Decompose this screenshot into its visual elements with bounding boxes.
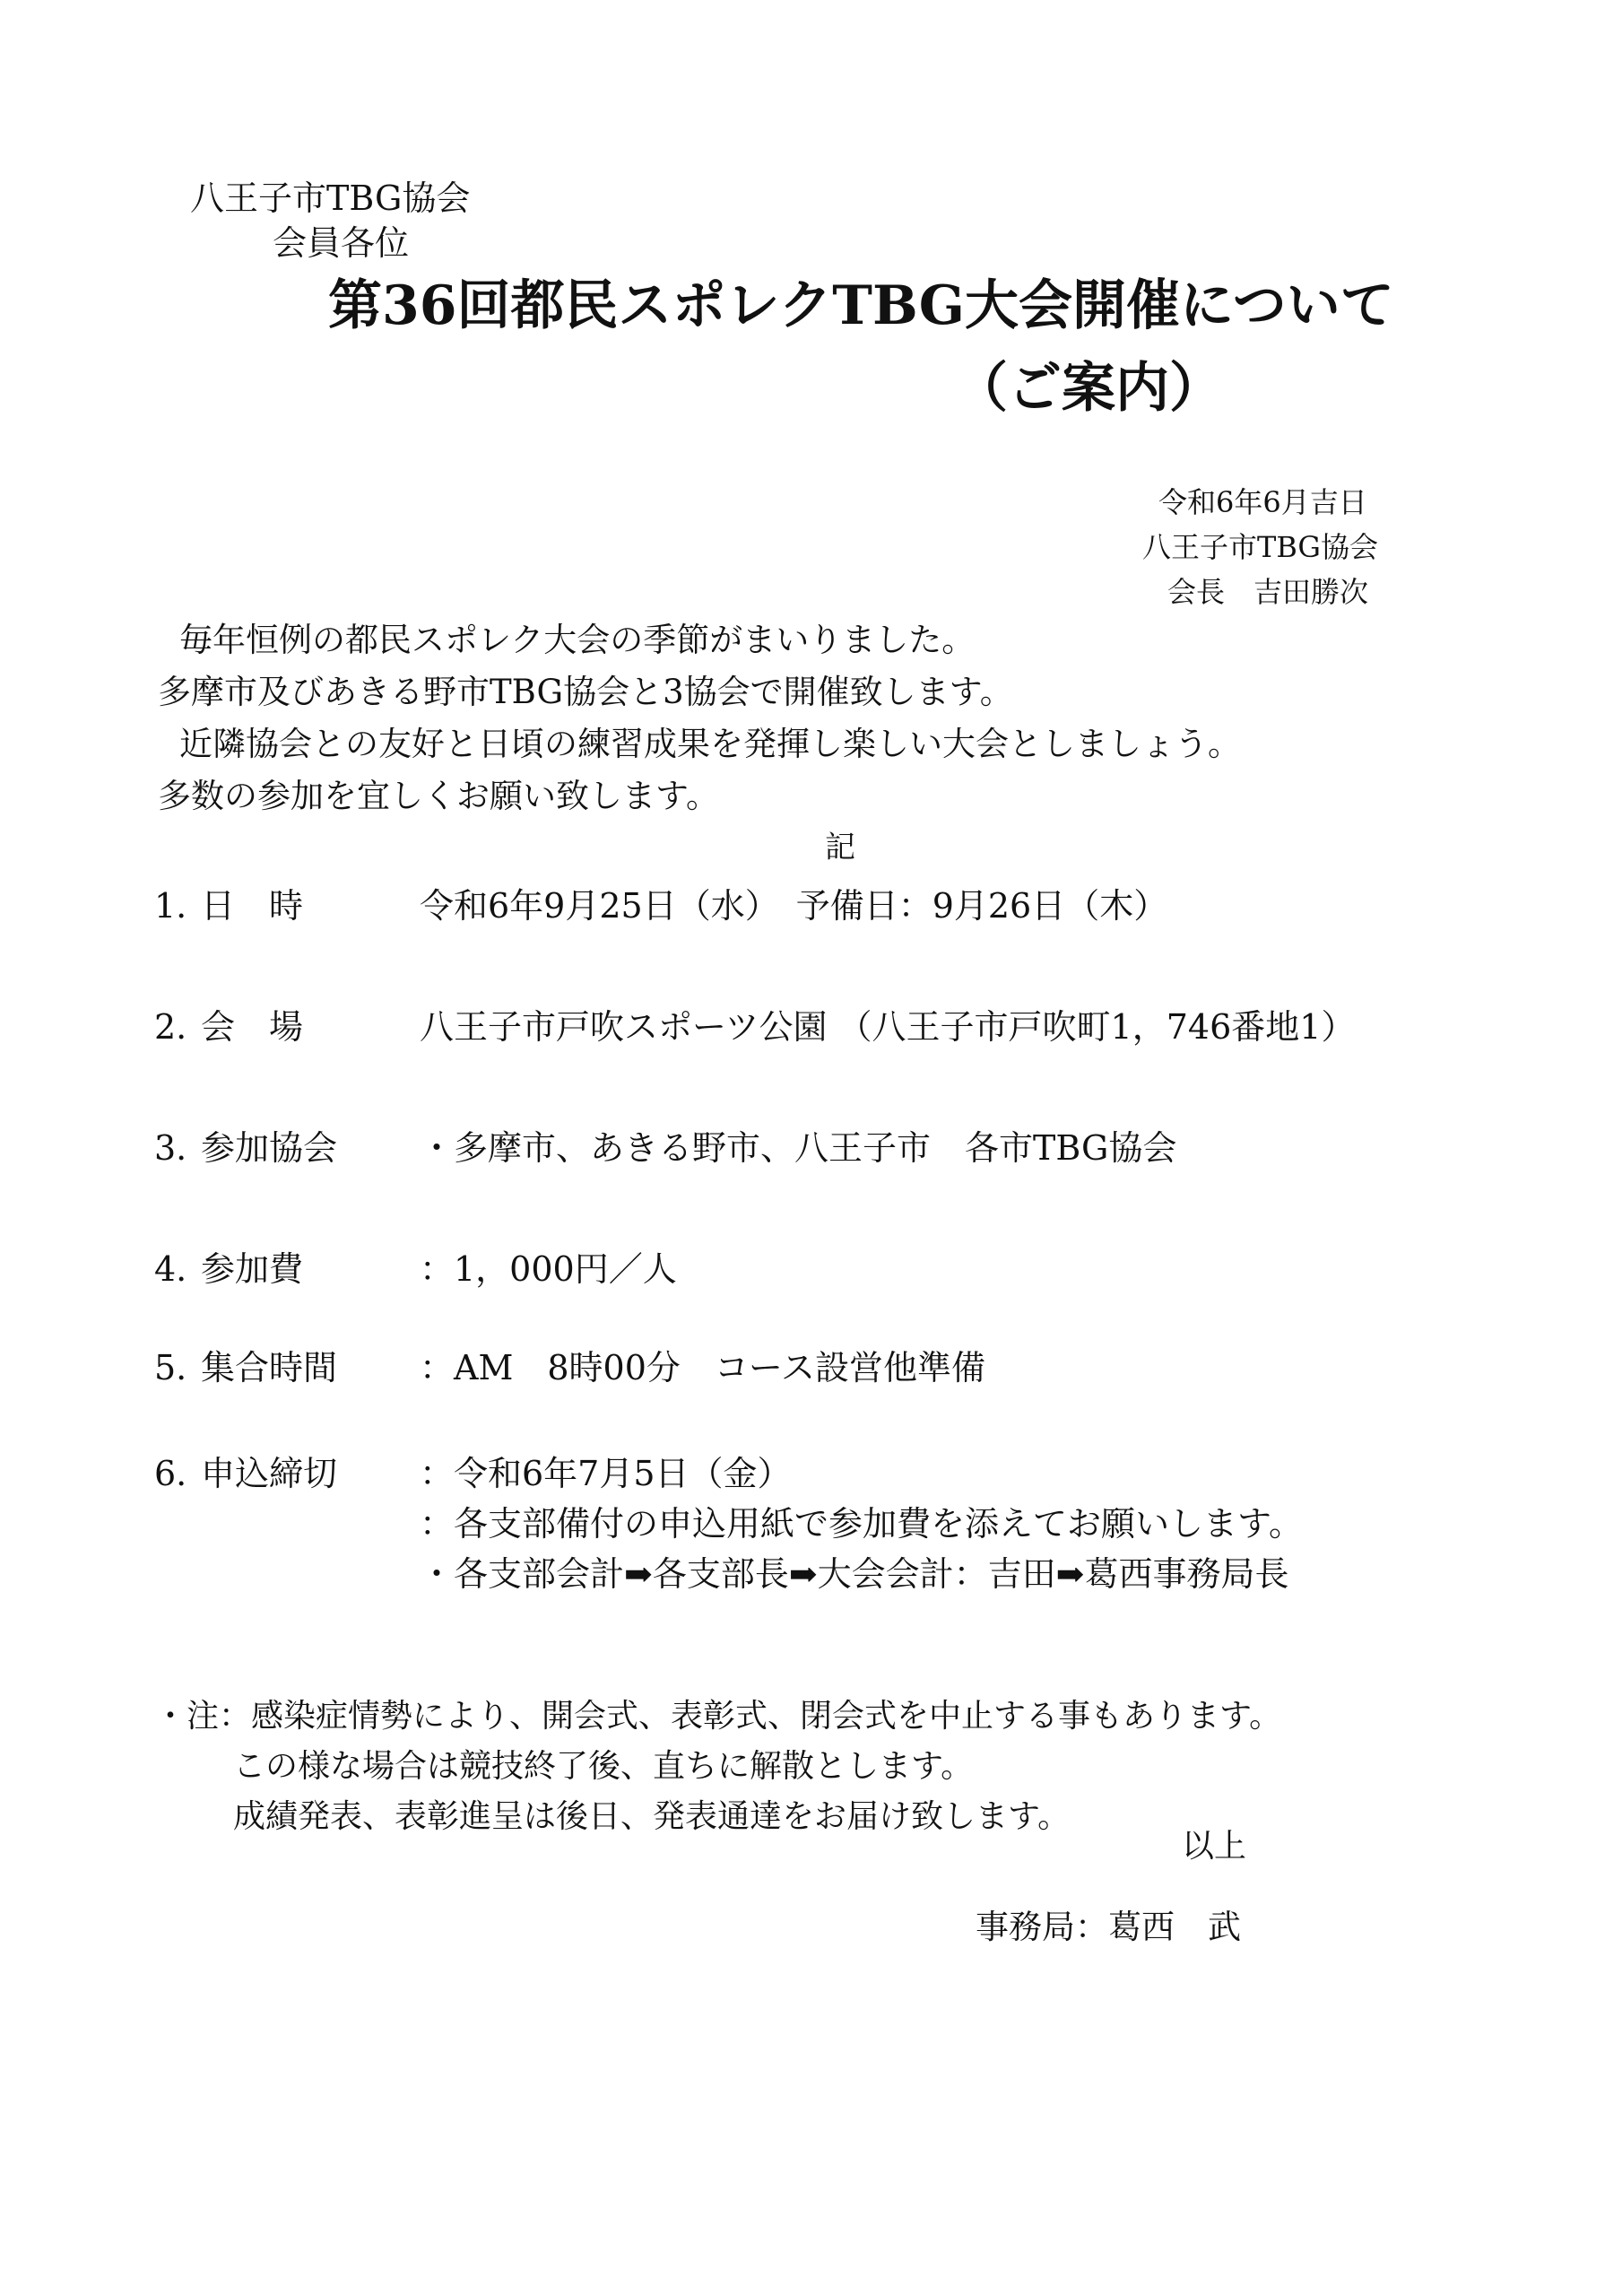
item-participating-associations — [154, 1126, 1176, 1170]
note-block — [154, 1692, 1281, 1842]
item-datetime — [154, 883, 1167, 928]
addressee-members: 会員各位 — [273, 223, 410, 263]
intro-line: 毎年恒例の都民スポレク大会の季節がまいりました。 — [179, 621, 976, 659]
item-number: 2. — [154, 1007, 187, 1047]
ki-heading: 記 — [825, 830, 855, 865]
sender-org: 八王子市TBG協会 — [1141, 530, 1378, 564]
item-label: 参加協会 — [201, 1128, 338, 1168]
item-assembly-time — [154, 1345, 985, 1390]
note-line: 成績発表、表彰進呈は後日、発表通達をお届け致します。 — [233, 1798, 1071, 1835]
item-deadline — [154, 1448, 1303, 1599]
issue-date: 令和6年6月吉日 — [1158, 485, 1367, 519]
closing-mark: 以上 — [1182, 1828, 1247, 1865]
sender-block — [1142, 480, 1378, 614]
intro-paragraph — [158, 614, 1241, 822]
item-value: ：令和6年7月5日（金） — [420, 1454, 792, 1493]
note-line: この様な場合は競技終了後、直ちに解散とします。 — [233, 1748, 974, 1785]
intro-line: 多数の参加を宜しくお願い致します。 — [158, 777, 720, 815]
item-value: ：AM 8時00分 コース設営他準備 — [420, 1348, 985, 1387]
item-number: 6. — [154, 1454, 187, 1493]
addressee-org: 八王子市TBG協会 — [190, 178, 471, 218]
document-subtitle: （ご案内） — [954, 357, 1223, 420]
item-label: 会 場 — [201, 1007, 304, 1047]
item-label: 集合時間 — [201, 1348, 338, 1387]
item-value: 令和6年9月25日（水） 予備日：9月26日（木） — [420, 886, 1168, 926]
item-label: 申込締切 — [201, 1454, 338, 1493]
sender-president: 会長 吉田勝次 — [1167, 575, 1368, 609]
addressee-block — [190, 176, 470, 265]
item-label: 参加費 — [201, 1249, 304, 1289]
note-line: ・注：感染症情勢により、開会式、表彰式、閉会式を中止する事もあります。 — [154, 1698, 1282, 1735]
item-value: ：1，000円／人 — [420, 1249, 677, 1289]
item-venue — [154, 1004, 1355, 1049]
item-value: ・多摩市、あきる野市、八王子市 各市TBG協会 — [420, 1128, 1177, 1168]
item-fee — [154, 1247, 677, 1292]
item-number: 3. — [154, 1128, 187, 1168]
item-label: 日 時 — [201, 886, 304, 926]
item-value: 八王子市戸吹スポーツ公園 （八王子市戸吹町1，746番地1） — [420, 1007, 1356, 1047]
item-number: 1. — [154, 886, 187, 926]
item-deadline-flow: ・各支部会計➡各支部長➡大会会計：吉田➡葛西事務局長 — [420, 1554, 1289, 1594]
item-number: 4. — [154, 1249, 187, 1289]
item-number: 5. — [154, 1348, 187, 1387]
document-title: 第36回都民スポレクTBG大会開催について — [328, 274, 1394, 337]
office-contact: 事務局：葛西 武 — [976, 1908, 1241, 1946]
intro-line: 近隣協会との友好と日頃の練習成果を発揮し楽しい大会としましょう。 — [179, 725, 1241, 763]
item-deadline-detail: ：各支部備付の申込用紙で参加費を添えてお願いします。 — [420, 1504, 1303, 1544]
intro-line: 多摩市及びあきる野市TBG協会と3協会で開催致します。 — [158, 673, 1013, 711]
